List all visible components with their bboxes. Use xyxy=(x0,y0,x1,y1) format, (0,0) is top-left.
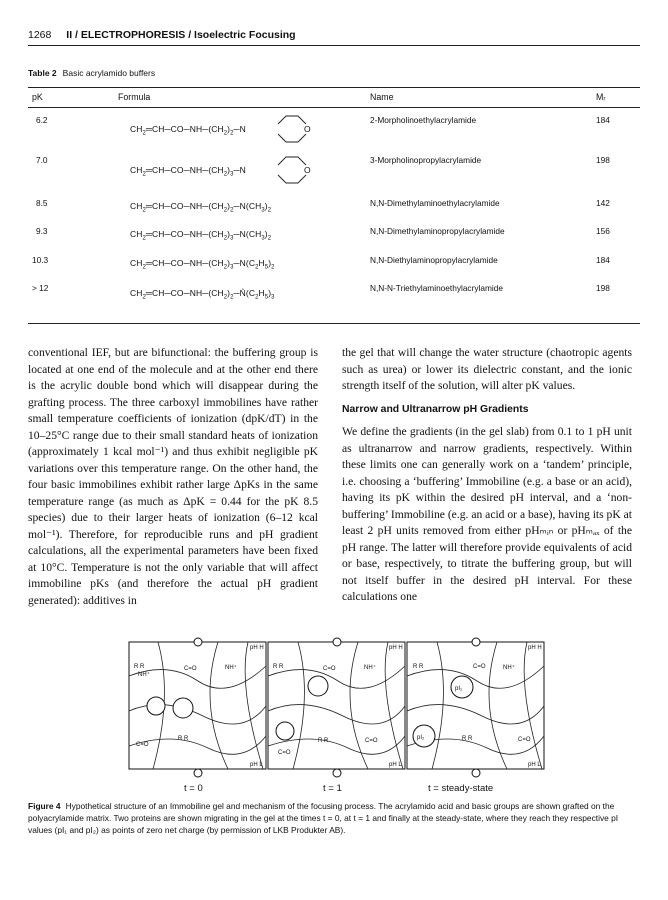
svg-text:NH⁺: NH⁺ xyxy=(225,665,237,671)
row3-pk: 8.5 xyxy=(36,198,48,208)
svg-text:O: O xyxy=(304,165,311,175)
row1-mr: 184 xyxy=(596,115,610,125)
section-title: II / ELECTROPHORESIS / Isoelectric Focusing xyxy=(66,29,296,41)
row1-pk: 6.2 xyxy=(36,115,48,125)
col-header-name: Name xyxy=(370,92,394,102)
svg-text:C=O: C=O xyxy=(473,664,486,670)
svg-text:NH⁺: NH⁺ xyxy=(364,665,376,671)
row5-formula: $CH_2═CH─CO─NH─(CH_2)_3─N(C_2H_5)_2$ xyxy=(130,258,275,271)
panel-1-ph-low: pH L xyxy=(250,762,263,768)
row2-mr: 198 xyxy=(596,155,610,165)
svg-text:R R: R R xyxy=(318,738,329,744)
right-paragraph-1: the gel that will change the water structure (chaotropic agents such as urea) or lower its dielectric constant, and the ionic strength itself of the solution, will alter pK values. xyxy=(342,346,632,392)
figure-caption-text: Hypothetical structure of an Immobiline gel and mechanism of the focusing process. The acrylamido acid and basic groups are shown grafted on the polyacrylamide matrix. Two proteins are shown migrating in the gel at the times t = 0, at t = 1 and finally at the steady-state, where they reach they respective pI values (pI₁ and pI₂) as points of zero net charge (by permission of LKB Produkter AB). xyxy=(28,801,619,835)
col-header-mr: Mᵣ xyxy=(596,92,606,102)
svg-text:R R: R R xyxy=(462,736,473,742)
row6-mr: 198 xyxy=(596,283,610,293)
row1-formula: $CH_2═CH─CO─NH─(CH_2)_2─N$ xyxy=(130,124,246,137)
svg-text:R R: R R xyxy=(134,664,145,670)
table-caption xyxy=(28,68,155,78)
row6-formula: $CH_2═CH─CO─NH─(CH_2)_2─N̊(C_2H_5)_3$ xyxy=(130,288,275,301)
panel-2-ph-high: pH H xyxy=(389,645,403,651)
left-paragraph: conventional IEF, but are bifunctional: the buffering group is located at one end of the molecule and at the other end there is the acrylic double bond which will disappear during the grafting process. The three carboxyl immobilines have rather small temperature coefficients of ionization (dpK/dT) in the 10–25°C range due to their small standard heats of ionization (approximately 1 kcal mol⁻¹) and thus exhibit negligible pK variations over this temperature range. On the other hand, the four basic immobilines exhibit rather large ΔpKs in the same temperature range (as much as ΔpK = 0.44 for the pK 8.5 species) due to their larger heats of ionization (6–12 kcal mol⁻¹). Therefore, for reproducible runs and pH gradient calculations, all the experimental parameters have been fixed at 10°C. Temperature is not the only variable that will affect immobiline pKs (and therefore the actual pH gradient generated): additives in xyxy=(28,346,318,607)
row6-name: N,N-N-Triethylaminoethylacrylamide xyxy=(370,283,503,293)
header-rule xyxy=(28,45,640,46)
row6-pk: > 12 xyxy=(32,283,49,293)
protein-label-pi2: pI₂ xyxy=(417,735,425,741)
panel-2-ph-low: pH L xyxy=(389,762,402,768)
immobiline-gel-figure xyxy=(128,636,548,796)
time-label-0: t = 0 xyxy=(184,783,203,794)
row2-formula: $CH_2═CH─CO─NH─(CH_2)_3─N$ xyxy=(130,165,246,178)
protein-label-pi1: pI₁ xyxy=(455,686,463,692)
row3-name: N,N-Dimethylaminoethylacrylamide xyxy=(370,198,500,208)
svg-text:C=O: C=O xyxy=(323,666,336,672)
table-header-rule xyxy=(28,107,640,108)
morpholine-ring-2 xyxy=(272,153,314,187)
left-column xyxy=(28,345,318,609)
svg-text:NH⁺: NH⁺ xyxy=(138,672,150,678)
row5-pk: 10.3 xyxy=(32,255,49,265)
svg-text:R R: R R xyxy=(273,664,284,670)
right-paragraph-2: We define the gradients (in the gel slab) from 0.1 to 1 pH unit as ultranarrow and narrow gradients, respectively. Within these limits one can generally work on a ‘tandem’ principle, i.e. choosing a ‘buffering’ Immobiline (e.g. a base or an acid), having its pK within the desired pH interval, and a ‘non-buffering’ Immobiline (e.g. an acid or a base), having its pK at least 2 pH units removed from either pHₘᵢₙ or pHₘₐₓ of the pH range. The latter will therefore provide equivalents of acid or base, respectively, to titrate the buffering group, but will not itself buffer in the desired pH interval. For these calculations one xyxy=(342,425,632,603)
morpholine-ring-1 xyxy=(272,112,314,146)
col-header-pk: pK xyxy=(32,92,43,102)
row2-name: 3-Morpholinopropylacrylamide xyxy=(370,155,482,165)
panel-1-ph-high: pH H xyxy=(250,645,264,651)
table-bottom-rule xyxy=(28,323,640,324)
protein-1 xyxy=(147,697,165,715)
row4-name: N,N-Dimethylaminopropylacrylamide xyxy=(370,226,505,236)
subheading: Narrow and Ultranarrow pH Gradients xyxy=(342,403,529,415)
figure-caption xyxy=(28,800,640,836)
svg-text:C=O: C=O xyxy=(518,737,531,743)
row5-name: N,N-Diethylaminopropylacrylamide xyxy=(370,255,498,265)
row5-mr: 184 xyxy=(596,255,610,265)
running-header xyxy=(28,29,636,41)
right-column xyxy=(342,345,632,606)
row4-mr: 156 xyxy=(596,226,610,236)
svg-text:R R: R R xyxy=(178,736,189,742)
time-label-1: t = 1 xyxy=(323,783,342,794)
protein-2 xyxy=(276,722,294,740)
row4-pk: 9.3 xyxy=(36,226,48,236)
time-label-steady: t = steady-state xyxy=(428,783,494,794)
svg-text:C=O: C=O xyxy=(184,666,197,672)
row4-formula: $CH_2═CH─CO─NH─(CH_2)_3─N(CH_3)_2$ xyxy=(130,229,272,242)
svg-text:C=O: C=O xyxy=(365,738,378,744)
svg-text:C=O: C=O xyxy=(136,742,149,748)
panel-3-ph-high: pH H xyxy=(528,645,542,651)
table-label: Table 2 xyxy=(28,68,57,78)
protein-1 xyxy=(308,676,328,696)
table-top-rule xyxy=(28,87,640,88)
protein-2 xyxy=(173,698,193,718)
page-number: 1268 xyxy=(28,29,52,41)
svg-text:O: O xyxy=(304,124,311,134)
figure-label: Figure 4 xyxy=(28,801,61,811)
svg-text:NH⁺: NH⁺ xyxy=(503,665,515,671)
row2-pk: 7.0 xyxy=(36,155,48,165)
svg-text:C=O: C=O xyxy=(278,750,291,756)
table-title: Basic acrylamido buffers xyxy=(62,68,156,78)
panel-3-ph-low: pH L xyxy=(528,762,541,768)
col-header-formula: Formula xyxy=(118,92,151,102)
row1-name: 2-Morpholinoethylacrylamide xyxy=(370,115,477,125)
row3-formula: $CH_2═CH─CO─NH─(CH_2)_2─N(CH_3)_2$ xyxy=(130,201,272,214)
row3-mr: 142 xyxy=(596,198,610,208)
svg-text:R R: R R xyxy=(413,664,424,670)
